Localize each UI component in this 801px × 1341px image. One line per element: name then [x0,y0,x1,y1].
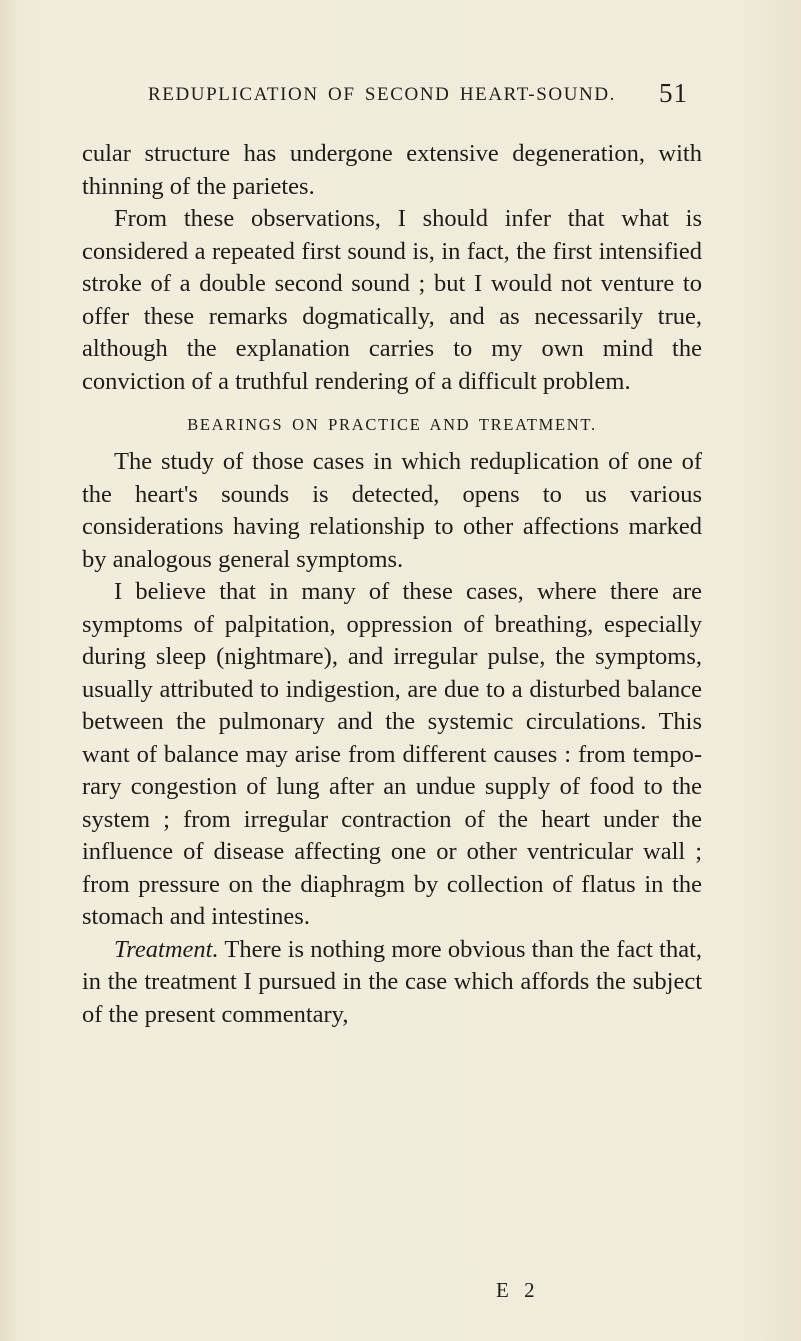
section-heading: BEARINGS ON PRACTICE AND TREATMENT. [187,415,597,434]
treatment-label: Treatment. [114,935,219,963]
treatment-text: There is nothing more obvious than the fact that, in the treatment I pursued in the case which affords the subject of the present commentary, [82,935,703,1028]
paragraph-treatment [82,934,702,1032]
page-number: 51 [659,78,688,108]
paragraph-continuation: cular structure has undergone extensive degeneration, with thinning of the parietes. [82,140,702,200]
paragraph-study: The study of those cases in which reduplication of one of the heart's sounds is detected, opens to us various considerations having relationship to other affections marked by analogous general symptoms. [82,448,702,573]
running-head: REDUPLICATION OF SECOND HEART-SOUND. [148,84,617,105]
page-header [148,78,688,114]
paragraph-observations: From these observations, I should infer that what is considered a repeated first sound is, in fact, the first intensified stroke of a double second sound ; but I would not venture to offer these remarks dogmatically, and as necessarily true, although the explanation carries to my own mind the conviction of a truthful rendering of a difficult problem. [82,205,702,395]
signature-mark: E 2 [496,1278,540,1302]
body-text [82,138,702,1031]
paragraph-symptoms: I believe that in many of these cases, where there are symptoms of palpitation, oppression of breathing, especially during sleep (nightmare), and irregular pulse, the symptoms, usually attributed to indigestion, are due to a disturbed balance between the pulmonary and the systemic circulations. This want of balance may arise from different causes : from temporary congestion of lung after an undue supply of food to the system ; from irregular contraction of the heart under the influence of disease affecting one or other ventricular wall ; from pressure on the diaphragm by collection of flatus in the stomach and intestines. [82,578,702,930]
